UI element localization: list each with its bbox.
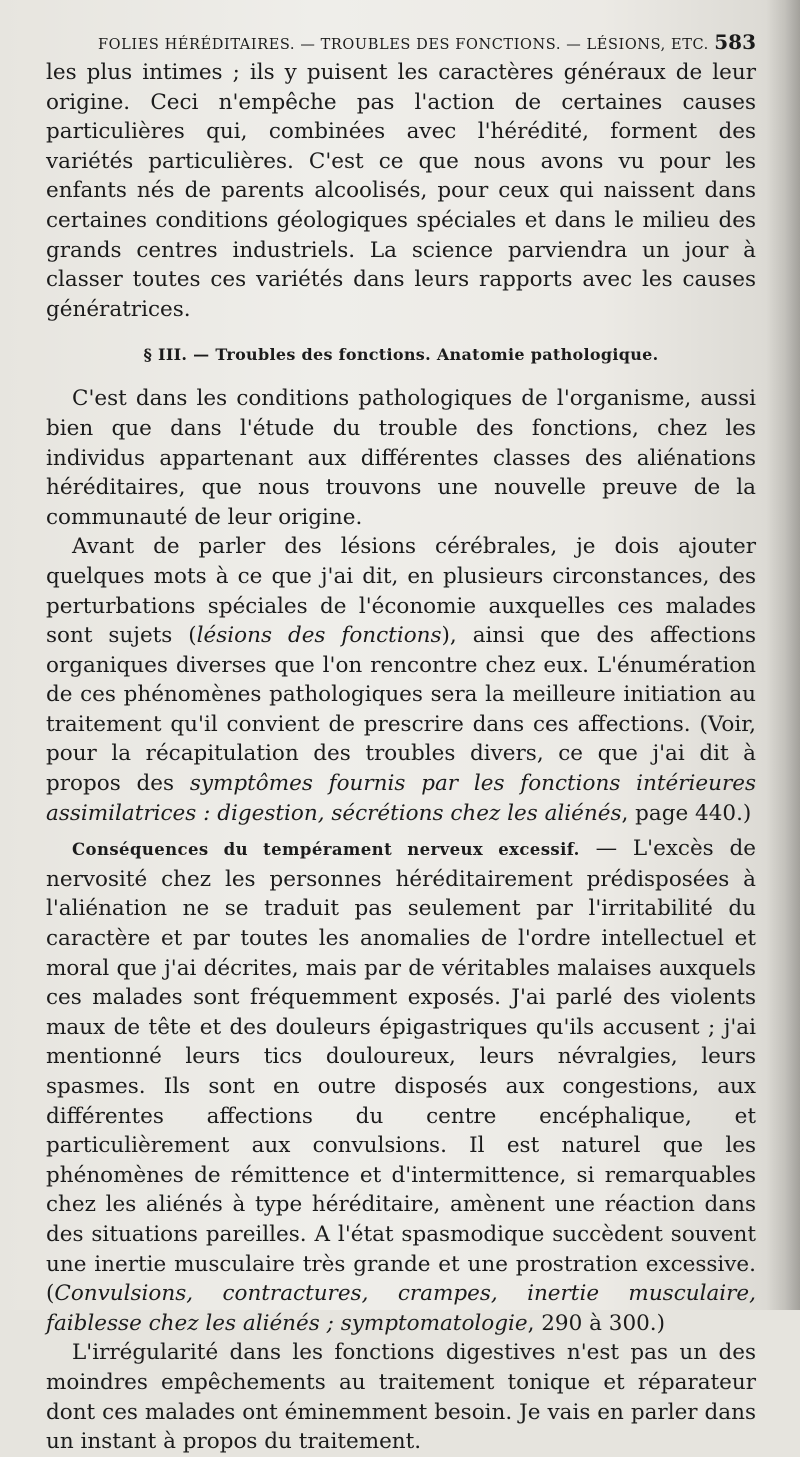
paragraph-temperament-text-b: , 290 à 300.) bbox=[527, 1310, 666, 1336]
paragraph-temperament-italic-a: Convulsions, contractures, crampes, inertie musculaire, faiblesse chez les aliénés ; symptomatologie bbox=[46, 1281, 756, 1336]
page-number: 583 bbox=[714, 30, 756, 54]
section-heading: § III. — Troubles des fonctions. Anatomie pathologique. bbox=[143, 345, 659, 365]
paragraph-temperament bbox=[46, 834, 756, 1338]
paragraph-digestion: L'irrégularité dans les fonctions digestives n'est pas un des moindres empêchements au traitement tonique et réparateur dont ces malades ont éminemment besoin. Je vais en parler dans un instant à propos du traitement. bbox=[46, 1340, 756, 1455]
paragraph-lesions-text-a: Avant de parler des lésions cérébrales, je dois ajouter quelques mots à ce que j'ai dit, en plusieurs circonstances, des perturbations spéciales de l'économie auxquelles ces malades sont sujets ( bbox=[46, 534, 756, 649]
paragraph-lesions-text-b: ), ainsi que des affections organiques diverses que l'on rencontre chez eux. L'énumération de ces phénomènes pathologiques sera la meilleure initiation au traitement qu'il convient de prescrire dans ces affections. (Voir, pour la récapitulation des troubles divers, ce que j'ai dit à propos des bbox=[46, 623, 756, 797]
paragraph-lesions-italic-a: lésions des fonctions bbox=[196, 623, 442, 649]
paragraph-continuation: les plus intimes ; ils y puisent les caractères généraux de leur origine. Ceci n'empêche pas l'action de certaines causes particulières qui, combinées avec l'hérédité, forment des variétés particulières. C'est ce que nous avons vu pour les enfants nés de parents alcoolisés, pour ceux qui naissent dans certaines conditions géologiques spéciales et dans le milieu des grands centres industriels. La science parviendra un jour à classer toutes ces variétés dans leurs rapports avec les causes génératrices. bbox=[46, 60, 756, 322]
paragraph-lesions bbox=[46, 532, 756, 828]
paragraph-intro: C'est dans les conditions pathologiques de l'organisme, aussi bien que dans l'étude du trouble des fonctions, chez les individus appartenant aux différentes classes des aliénations héréditaires, que nous trouvons une nouvelle preuve de la communauté de leur origine. bbox=[46, 386, 756, 530]
paragraph-temperament-text-a: — L'excès de nervosité chez les personnes héréditairement prédisposées à l'aliénation ne se traduit pas seulement par l'irritabilité du caractère et par toutes les anomalies de l'ordre intellectuel et moral que j'ai décrites, mais par de véritables malaises auxquels ces malades sont fréquemment exposés. J'ai parlé des violents maux de tête et des douleurs épigastriques qu'ils accusent ; j'ai mentionné leurs tics douloureux, leurs névralgies, leurs spasmes. Ils sont en outre disposés aux congestions, aux différentes affections du centre encéphalique, et particulièrement aux convulsions. Il est naturel que les phénomènes de rémittence et d'intermittence, si remarquables chez les aliénés à type héréditaire, amènent une réaction dans des situations pareilles. A l'état spasmodique succèdent souvent une inertie musculaire très grande et une prostration excessive. ( bbox=[46, 836, 757, 1307]
paragraph-lesions-text-c: , page 440.) bbox=[621, 800, 752, 826]
page-content bbox=[46, 30, 756, 1457]
running-title: FOLIES HÉRÉDITAIRES. — TROUBLES DES FONCTIONS. — LÉSIONS, ETC. bbox=[98, 37, 709, 53]
paragraph-lesions-italic-b: symptômes fournis par les fonctions intérieures assimilatrices : digestion, sécrétions chez les aliénés bbox=[46, 771, 757, 826]
paragraph-subheading: Conséquences du tempérament nerveux excessif. bbox=[72, 840, 580, 860]
running-header bbox=[98, 30, 756, 58]
page-spine-shadow bbox=[766, 0, 800, 1310]
